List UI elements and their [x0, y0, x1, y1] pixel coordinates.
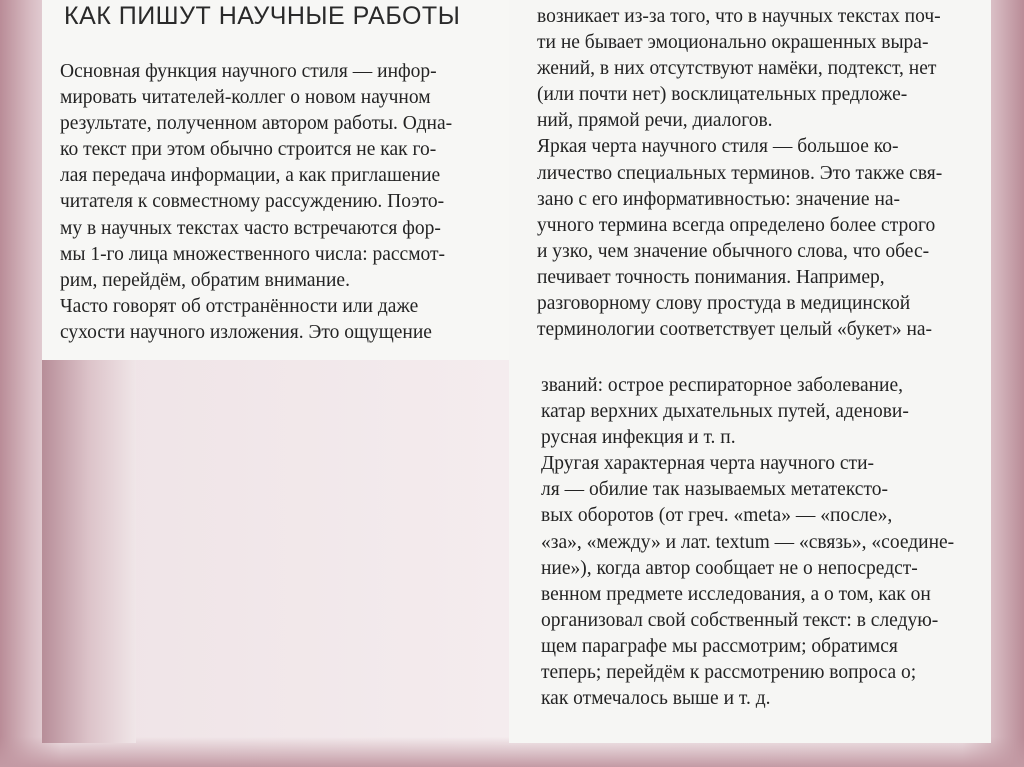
text-line: учного термина всегда определено более строго — [537, 214, 936, 236]
text-line: мировать читателей-коллег о новом научном — [60, 87, 431, 109]
text-line: «за», «между» и лат. textum — «связь», «соедине- — [541, 531, 955, 553]
text-line: ти не бывает эмоционально окрашенных выра- — [537, 32, 929, 54]
text-line: и узко, чем значение обычного слова, что обес- — [537, 240, 930, 262]
text-line: жений, в них отсутствуют намёки, подтекст, нет — [537, 58, 937, 80]
text-line: званий: острое респираторное заболевание, — [541, 375, 904, 396]
text-line: личество специальных терминов. Это также свя- — [537, 162, 943, 184]
text-line: терминологии соответствует целый «букет» на- — [537, 319, 933, 341]
scan-fragment-right — [509, 0, 991, 743]
text-line: ние»), когда автор сообщает не о непосредст- — [541, 557, 918, 579]
text-line: щем параграфе мы рассмотрим; обратимся — [541, 635, 898, 657]
text-line: Основная функция научного стиля — инфор- — [60, 61, 437, 82]
text-line: Часто говорят об отстранённости или даже — [60, 295, 419, 317]
text-line: рим, перейдём, обратим внимание. — [60, 269, 350, 291]
text-line: мы 1-го лица множественного числа: рассмот- — [60, 243, 446, 265]
text-line: катар верхних дыхательных путей, аденови- — [541, 401, 909, 423]
right-column-text-bottom — [541, 373, 954, 712]
text-line: читателя к совместному рассуждению. Поэто- — [60, 191, 445, 213]
decorative-band — [42, 360, 136, 743]
page-title: КАК ПИШУТ НАУЧНЫЕ РАБОТЫ — [64, 2, 461, 30]
text-line: зано с его информативностью: значение на- — [537, 188, 901, 210]
text-line: венном предмете исследования, а о том, как он — [541, 583, 931, 605]
text-line: ко текст при этом обычно строится не как го- — [60, 139, 437, 161]
text-line: как отмечалось выше и т. д. — [541, 688, 771, 710]
text-line: организовал свой собственный текст: в следую- — [541, 609, 939, 631]
text-line: печивает точность понимания. Например, — [537, 266, 885, 288]
text-line: теперь; перейдём к рассмотрению вопроса о; — [541, 662, 917, 684]
text-line: русная инфекция и т. п. — [541, 427, 736, 449]
text-line: лая передача информации, а как приглашение — [60, 165, 441, 187]
text-line: ний, прямой речи, диалогов. — [537, 110, 773, 132]
right-column-text-top — [537, 4, 942, 343]
text-line: (или почти нет) восклицательных предложе- — [537, 84, 908, 106]
text-line: ля — обилие так называемых метатексто- — [541, 479, 888, 501]
left-column-text — [60, 59, 452, 346]
text-line: сухости научного изложения. Это ощущение — [60, 321, 432, 343]
text-line: вых оборотов (от греч. «meta» — «после», — [541, 505, 893, 527]
text-line: результате, полученном автором работы. Одна- — [60, 113, 453, 135]
text-line: Яркая черта научного стиля — большое ко- — [537, 136, 899, 158]
text-line: му в научных текстах часто встречаются фор- — [60, 217, 441, 239]
scan-fragment-left — [42, 0, 509, 360]
text-line: возникает из-за того, что в научных текстах поч- — [537, 6, 941, 27]
text-line: Другая характерная черта научного сти- — [541, 453, 875, 475]
text-line: разговорному слову простуда в медицинской — [537, 293, 911, 315]
